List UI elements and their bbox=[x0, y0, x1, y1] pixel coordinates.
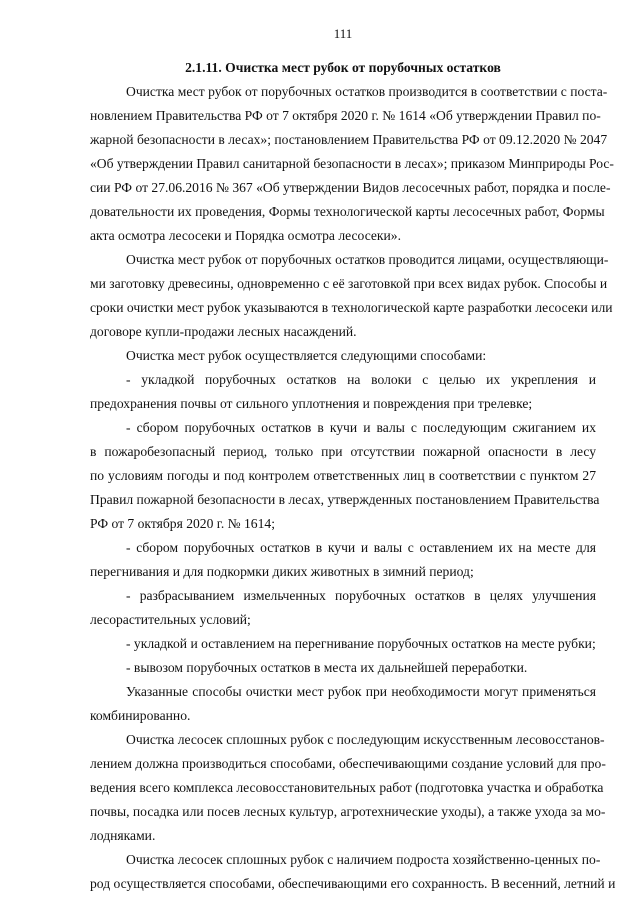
paragraph-line: ведения всего комплекса лесовосстановительных работ (подготовка участка и обработка bbox=[90, 780, 604, 795]
paragraph-line: - укладкой порубочных остатков на волоки с целью их укрепления и bbox=[126, 372, 596, 387]
paragraph-line: Правил пожарной безопасности в лесах, утвержденных постановлением Правительства bbox=[90, 492, 600, 507]
paragraph-line: ми заготовку древесины, одновременно с её заготовкой при всех видах рубок. Способы и bbox=[90, 276, 608, 291]
paragraph-line: сии РФ от 27.06.2016 № 367 «Об утверждении Видов лесосечных работ, порядка и после- bbox=[90, 180, 611, 195]
paragraph-line: - вывозом порубочных остатков в места их дальнейшей переработки. bbox=[126, 660, 528, 675]
document-page bbox=[90, 26, 616, 896]
paragraph bbox=[90, 584, 596, 632]
paragraph-line: сроки очистки мест рубок указываются в технологической карте разработки лесосеки или bbox=[90, 300, 613, 315]
section-heading: 2.1.11. Очистка мест рубок от порубочных остатков bbox=[185, 60, 501, 75]
paragraph-line: предохранения почвы от сильного уплотнения и повреждения при трелевке; bbox=[90, 396, 533, 411]
paragraph-line: Очистка лесосек сплошных рубок с последующим искусственным лесовосстанов- bbox=[126, 732, 605, 747]
paragraph-line: Очистка мест рубок от порубочных остатков проводится лицами, осуществляющи- bbox=[126, 252, 609, 267]
paragraph bbox=[90, 80, 614, 248]
paragraph-line: акта осмотра лесосеки и Порядка осмотра лесосеки». bbox=[90, 228, 401, 243]
paragraph-line: новлением Правительства РФ от 7 октября 2020 г. № 1614 «Об утверждении Правил по- bbox=[90, 108, 601, 123]
paragraph bbox=[90, 680, 596, 728]
paragraph-line: Очистка мест рубок осуществляется следующими способами: bbox=[126, 348, 487, 363]
paragraph bbox=[90, 632, 596, 656]
paragraph bbox=[90, 536, 596, 584]
paragraph bbox=[90, 728, 606, 848]
paragraph-line: «Об утверждении Правил санитарной безопасности в лесах»; приказом Минприроды Рос- bbox=[90, 156, 614, 171]
paragraph bbox=[90, 344, 596, 368]
paragraph-line: лением должна производиться способами, обеспечивающими создание условий для про- bbox=[90, 756, 606, 771]
paragraph-line: договоре купли-продажи лесных насаждений. bbox=[90, 324, 357, 339]
paragraph-line: почвы, посадка или посев лесных культур, агротехнические уходы), а также ухода за мо- bbox=[90, 804, 606, 819]
paragraph-line: комбинированно. bbox=[90, 708, 191, 723]
paragraph bbox=[90, 848, 616, 896]
paragraph-line: Очистка лесосек сплошных рубок с наличием подроста хозяйственно-ценных по- bbox=[126, 852, 601, 867]
paragraph-line: перегнивания и для подкормки диких животных в зимний период; bbox=[90, 564, 474, 579]
paragraph-line: в пожаробезопасный период, только при отсутствии пожарной опасности в лесу bbox=[90, 444, 596, 459]
paragraph bbox=[90, 248, 613, 344]
paragraph-line: - разбрасыванием измельченных порубочных остатков в целях улучшения bbox=[126, 588, 596, 603]
paragraph-line: лодняками. bbox=[90, 828, 156, 843]
paragraph-line: - сбором порубочных остатков в кучи и валы с последующим сжиганием их bbox=[126, 420, 596, 435]
paragraph-line: Указанные способы очистки мест рубок при необходимости могут применяться bbox=[126, 684, 596, 699]
paragraph bbox=[90, 368, 596, 416]
paragraph-line: РФ от 7 октября 2020 г. № 1614; bbox=[90, 516, 275, 531]
body-text bbox=[90, 80, 616, 896]
paragraph-line: довательности их проведения, Формы технологической карты лесосечных работ, Формы bbox=[90, 204, 605, 219]
paragraph-line: жарной безопасности в лесах»; постановлением Правительства РФ от 09.12.2020 № 2047 bbox=[90, 132, 608, 147]
paragraph-line: лесорастительных условий; bbox=[90, 612, 251, 627]
paragraph-line: - сбором порубочных остатков в кучи и валы с оставлением их на месте для bbox=[126, 540, 596, 555]
paragraph bbox=[90, 656, 596, 680]
paragraph-line: по условиям погоды и под контролем ответственных лиц в соответствии с пунктом 27 bbox=[90, 468, 596, 483]
paragraph-line: Очистка мест рубок от порубочных остатков производится в соответствии с поста- bbox=[126, 84, 608, 99]
paragraph-line: - укладкой и оставлением на перегнивание порубочных остатков на месте рубки; bbox=[126, 636, 596, 651]
page-number: 111 bbox=[333, 26, 353, 41]
paragraph bbox=[90, 416, 600, 536]
paragraph-line: род осуществляется способами, обеспечивающими его сохранность. В весенний, летний и bbox=[90, 876, 616, 891]
